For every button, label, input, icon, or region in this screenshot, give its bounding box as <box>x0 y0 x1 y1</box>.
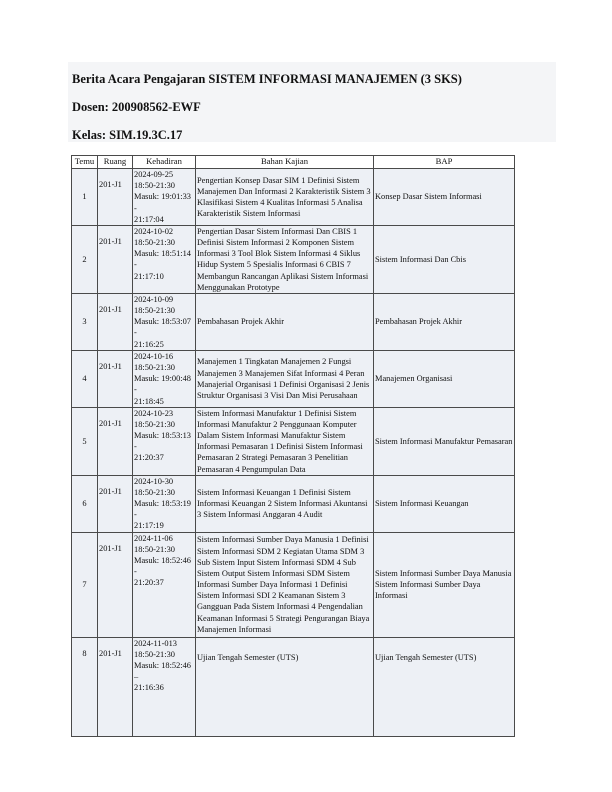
attendance-hours: 18:50-21:30 <box>134 363 175 373</box>
cell-bahan-kajian: Sistem Informasi Sumber Daya Manusia 1 Definisi Sistem Informasi SDM 2 Kegiatan Utama SDM 3 Sub Sistem Input Sistem Informasi SDM 4 Sub Sistem Output Sistem Informasi SDM Sistem Informasi Sumber Daya Informasi 1 Definisi Sistem Informasi SDI 2 Keamanan Sistem 3 Gangguan Pada Sistem Informasi 4 Pengendalian Keamanan Informasi 5 Strategi Pengurangan Biaya Manajemen Informasi <box>196 532 374 637</box>
attendance-separator: – <box>134 672 139 682</box>
cell-temu: 1 <box>72 169 98 226</box>
attendance-separator: - <box>134 203 137 213</box>
attendance-in: Masuk: 19:00:48 <box>134 374 191 384</box>
attendance-in: Masuk: 19:01:33 <box>134 192 191 202</box>
cell-bahan-kajian: Sistem Informasi Manufaktur 1 Definisi Sistem Informasi Manufaktur 2 Penggunaan Komputer Dalam Sistem Informasi Manufaktur Sistem Informasi Pemasaran 1 Definisi Sistem Informasi Pemasaran 2 Strategi Pemasaran 3 Penelitian Pemasaran 4 Pengumpulan Data <box>196 407 374 475</box>
cell-ruang: 201-J1 <box>98 637 133 736</box>
attendance-separator: - <box>134 442 137 452</box>
attendance-hours: 18:50-21:30 <box>134 306 175 316</box>
cell-bap: Sistem Informasi Dan Cbis <box>374 225 515 293</box>
column-header-temu: Temu <box>72 156 98 169</box>
attendance-in: Masuk: 18:53:07 <box>134 317 191 327</box>
cell-kehadiran <box>133 637 196 736</box>
attendance-hours: 18:50-21:30 <box>134 487 175 497</box>
cell-bap: Sistem Informasi Keuangan <box>374 475 515 532</box>
cell-kehadiran <box>133 532 196 637</box>
cell-bahan-kajian: Pengertian Dasar Sistem Informasi Dan CBIS 1 Definisi Sistem Informasi 2 Komponen Sistem Informasi 3 Tool Blok Sistem Informasi 4 Siklus Hidup System 5 Spesialis Informasi 6 CBIS 7 Membangun Rancangan Aplikasi Sistem Informasi Menggunakan Prototype <box>196 225 374 293</box>
attendance-date: 2024-10-30 <box>134 476 174 486</box>
attendance-out: 21:17:19 <box>134 521 164 531</box>
cell-bap: Konsep Dasar Sistem Informasi <box>374 169 515 226</box>
attendance-out: 21:17:04 <box>134 214 164 224</box>
cell-bap: Sistem Informasi Manufaktur Pemasaran <box>374 407 515 475</box>
attendance-in: Masuk: 18:51:14 <box>134 249 191 259</box>
cell-bap: Sistem Informasi Sumber Daya Manusia Sistem Informasi Sumber Daya Informasi <box>374 532 515 637</box>
attendance-table <box>71 155 515 737</box>
table-row <box>72 225 515 293</box>
table-row <box>72 169 515 226</box>
cell-bap: Ujian Tengah Semester (UTS) <box>374 637 515 736</box>
attendance-date: 2024-10-16 <box>134 351 174 361</box>
column-header-ruang: Ruang <box>98 156 133 169</box>
attendance-out: 21:16:25 <box>134 339 164 349</box>
attendance-date: 2024-10-23 <box>134 408 174 418</box>
attendance-separator: - <box>134 328 137 338</box>
table-row <box>72 350 515 407</box>
cell-ruang: 201-J1 <box>98 225 133 293</box>
cell-bap: Manajemen Organisasi <box>374 350 515 407</box>
cell-bap: Pembahasan Projek Akhir <box>374 293 515 350</box>
attendance-out: 21:17:10 <box>134 271 164 281</box>
cell-temu: 8 <box>72 637 98 736</box>
attendance-date: 2024-10-02 <box>134 226 174 236</box>
attendance-hours: 18:50-21:30 <box>134 238 175 248</box>
attendance-hours: 18:50-21:30 <box>134 544 175 554</box>
attendance-separator: - <box>134 510 137 520</box>
cell-bahan-kajian: Pembahasan Projek Akhir <box>196 293 374 350</box>
cell-kehadiran <box>133 407 196 475</box>
attendance-date: 2024-11-013 <box>134 638 177 648</box>
column-header-kehadiran: Kehadiran <box>133 156 196 169</box>
attendance-date: 2024-11-06 <box>134 533 173 543</box>
cell-temu: 6 <box>72 475 98 532</box>
document-title: Berita Acara Pengajaran SISTEM INFORMASI MANAJEMEN (3 SKS) <box>72 72 462 86</box>
table-row <box>72 475 515 532</box>
table-row <box>72 293 515 350</box>
class-label: Kelas: SIM.19.3C.17 <box>72 128 183 142</box>
table-row <box>72 637 515 736</box>
cell-bahan-kajian: Sistem Informasi Keuangan 1 Definisi Sistem Informasi Keuangan 2 Sistem Informasi Akuntansi 3 Sistem Informasi Anggaran 4 Audit <box>196 475 374 532</box>
cell-bahan-kajian: Ujian Tengah Semester (UTS) <box>196 637 374 736</box>
cell-kehadiran <box>133 169 196 226</box>
cell-ruang: 201-J1 <box>98 475 133 532</box>
cell-ruang: 201-J1 <box>98 169 133 226</box>
cell-ruang: 201-J1 <box>98 532 133 637</box>
cell-temu: 4 <box>72 350 98 407</box>
cell-temu: 7 <box>72 532 98 637</box>
cell-temu: 3 <box>72 293 98 350</box>
attendance-in: Masuk: 18:53:19 <box>134 499 191 509</box>
table-row <box>72 532 515 637</box>
attendance-out: 21:18:45 <box>134 396 164 406</box>
table-header-row <box>72 156 515 169</box>
attendance-separator: - <box>134 385 137 395</box>
lecturer-label: Dosen: 200908562-EWF <box>72 100 201 114</box>
cell-kehadiran <box>133 350 196 407</box>
cell-kehadiran <box>133 225 196 293</box>
cell-temu: 2 <box>72 225 98 293</box>
cell-bahan-kajian: Pengertian Konsep Dasar SIM 1 Definisi Sistem Manajemen Dan Informasi 2 Karakteristik Sistem 3 Klasifikasi Sistem 4 Kualitas Informasi 5 Analisa Karakteristik Sistem Informasi <box>196 169 374 226</box>
attendance-separator: - <box>134 260 137 270</box>
attendance-out: 21:20:37 <box>134 578 164 588</box>
attendance-date: 2024-10-09 <box>134 294 174 304</box>
column-header-bap: BAP <box>374 156 515 169</box>
attendance-hours: 18:50-21:30 <box>134 649 175 659</box>
cell-bahan-kajian: Manajemen 1 Tingkatan Manajemen 2 Fungsi Manajemen 3 Manajemen Sifat Informasi 4 Peran Manajerial Organisasi 1 Definisi Organisasi 2 Jenis Struktur Organisasi 3 Visi Dan Misi Perusahaan <box>196 350 374 407</box>
cell-temu: 5 <box>72 407 98 475</box>
column-header-bahan-kajian: Bahan Kajian <box>196 156 374 169</box>
attendance-in: Masuk: 18:52:46 <box>134 555 191 565</box>
cell-ruang: 201-J1 <box>98 293 133 350</box>
cell-kehadiran <box>133 293 196 350</box>
cell-ruang: 201-J1 <box>98 350 133 407</box>
cell-kehadiran <box>133 475 196 532</box>
attendance-out: 21:16:36 <box>134 683 164 693</box>
attendance-out: 21:20:37 <box>134 453 164 463</box>
table-row <box>72 407 515 475</box>
attendance-hours: 18:50-21:30 <box>134 181 175 191</box>
attendance-in: Masuk: 18:53:13 <box>134 431 191 441</box>
attendance-in: Masuk: 18:52:46 <box>134 660 191 670</box>
cell-ruang: 201-J1 <box>98 407 133 475</box>
attendance-date: 2024-09-25 <box>134 170 174 179</box>
attendance-separator: - <box>134 567 137 577</box>
attendance-hours: 18:50-21:30 <box>134 419 175 429</box>
